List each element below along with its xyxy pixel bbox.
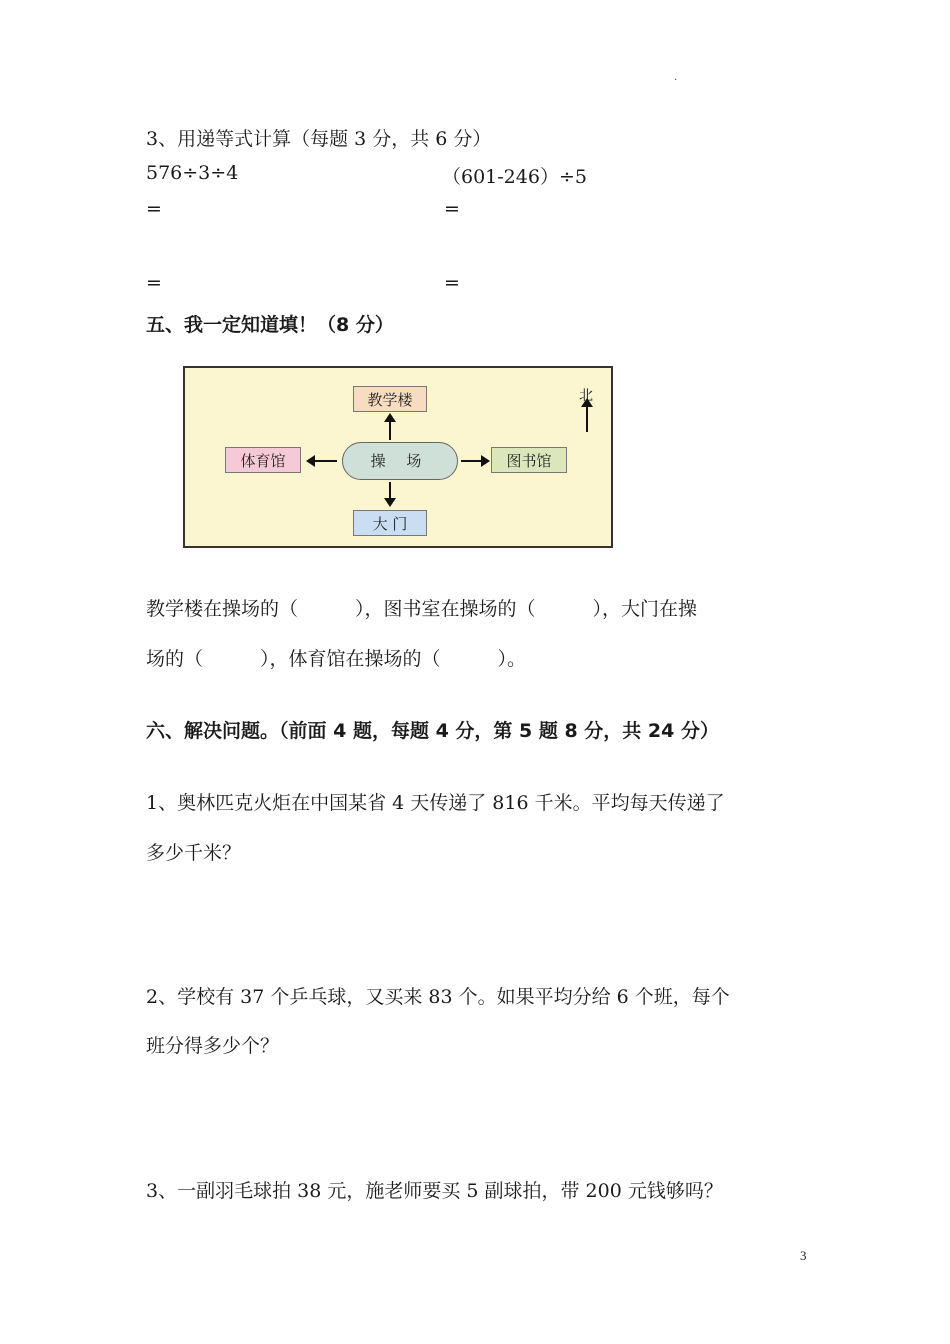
calc-expr-1: 576÷3÷4 (146, 162, 239, 184)
q1-line-2: 多少千米？ (146, 842, 242, 864)
north-arrow-shaft (586, 406, 588, 432)
calc-eq-2b: = (444, 272, 460, 294)
box-main-gate: 大 门 (353, 510, 427, 536)
calc-eq-1a: = (146, 198, 162, 220)
arrow-left-icon (306, 455, 315, 467)
page-number: 3 (800, 1248, 807, 1263)
arrow-right-icon (481, 455, 490, 467)
calc-eq-1b: = (146, 272, 162, 294)
campus-map-diagram (183, 366, 613, 548)
playground-oval: 操 场 (342, 442, 458, 480)
q1-line-1: 1、奥林匹克火炬在中国某省 4 天传递了 816 千米。平均每天传递了 (146, 792, 725, 814)
q2-line-2: 班分得多少个？ (146, 1035, 280, 1057)
section5-line-1: 教学楼在操场的（ ），图书室在操场的（ ），大门在操 (146, 598, 698, 620)
section5-line-2: 场的（ ），体育馆在操场的（ ）。 (146, 648, 527, 670)
north-arrow-icon (581, 398, 593, 407)
calc-expr-2: （601-246）÷5 (442, 166, 587, 188)
calc-title: 3、用递等式计算（每题 3 分，共 6 分） (146, 128, 492, 150)
box-gymnasium: 体育馆 (225, 447, 301, 473)
header-dot: . (674, 72, 678, 83)
arrow-up-icon (384, 413, 396, 422)
arrow-down-icon (384, 498, 396, 507)
q2-line-1: 2、学校有 37 个乒乓球，又买来 83 个。如果平均分给 6 个班，每个 (146, 986, 730, 1008)
arrow-left-line (313, 460, 337, 462)
section5-title: 五、我一定知道填！（8 分） (146, 314, 394, 336)
box-library: 图书馆 (491, 447, 567, 473)
q3-line-1: 3、一副羽毛球拍 38 元，施老师要买 5 副球拍，带 200 元钱够吗？ (146, 1180, 723, 1202)
box-teaching-building: 教学楼 (353, 386, 427, 412)
section6-title: 六、解决问题。（前面 4 题，每题 4 分，第 5 题 8 分，共 24 分） (146, 720, 719, 742)
arrow-right-line (461, 460, 483, 462)
calc-eq-2a: = (444, 198, 460, 220)
north-label: 北 (579, 388, 593, 404)
